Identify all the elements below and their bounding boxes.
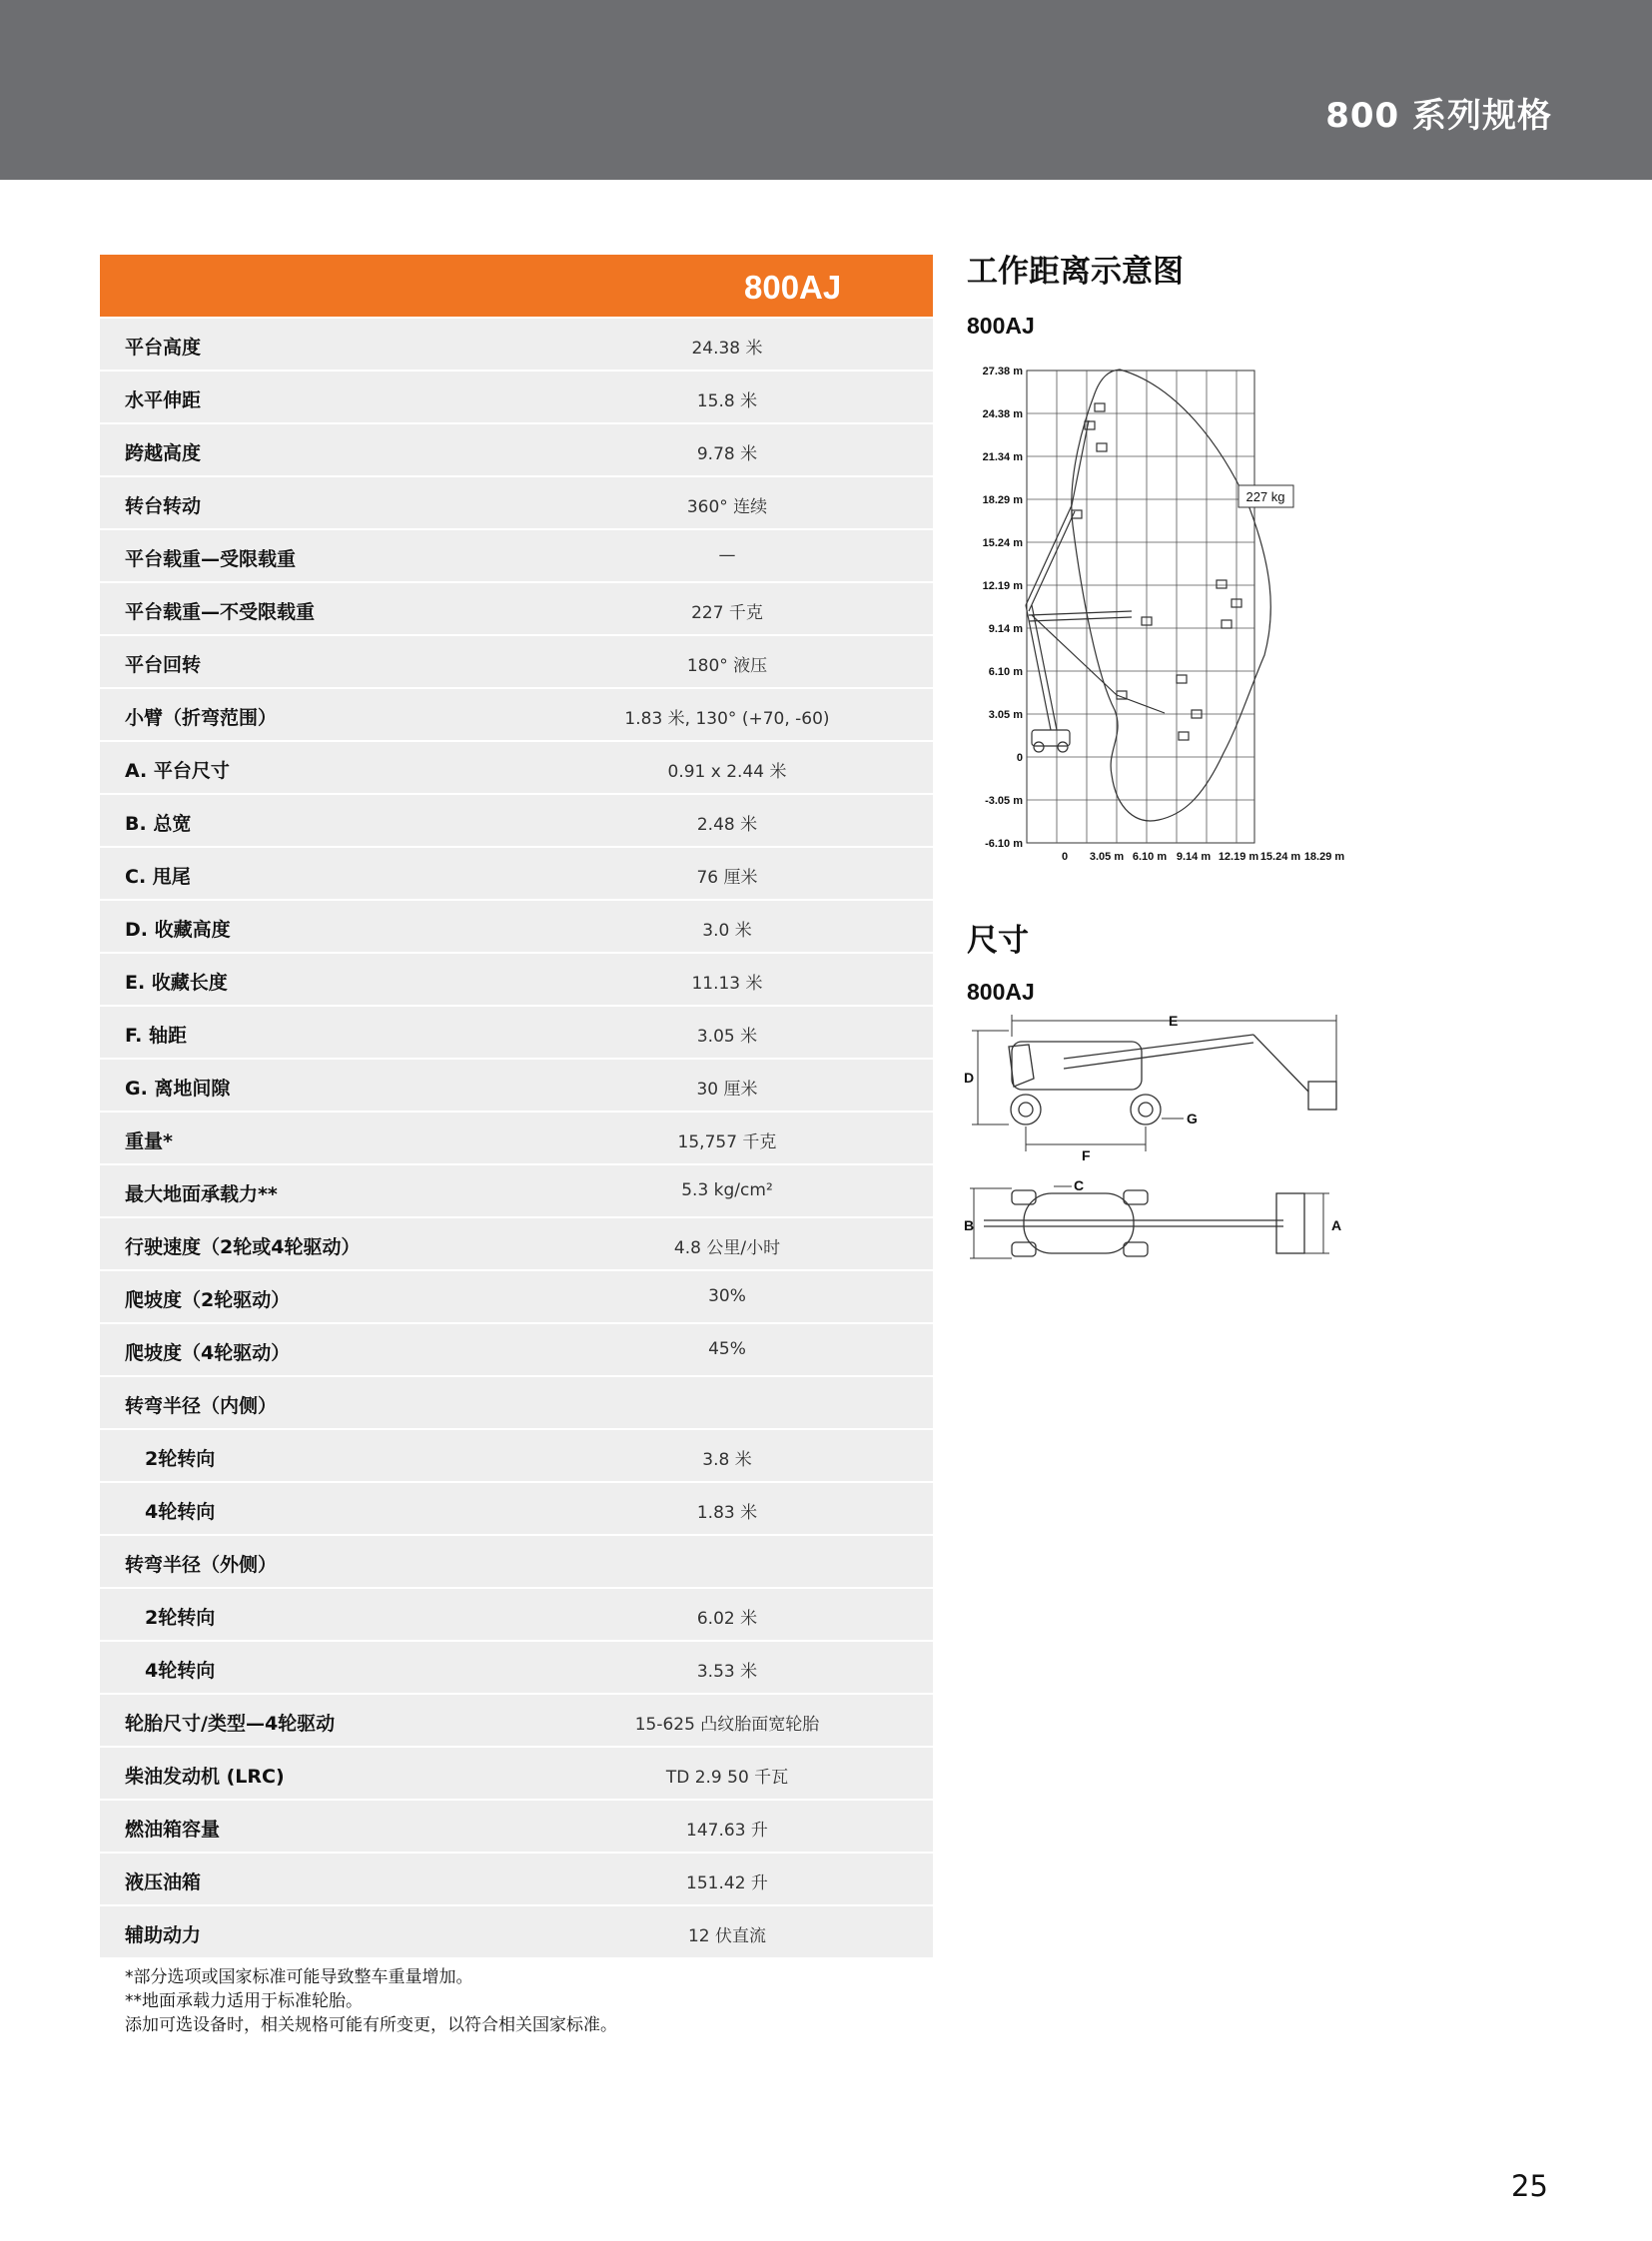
dim-letter-b: B xyxy=(964,1217,975,1233)
dim-letter-f: F xyxy=(1082,1147,1091,1163)
spec-label: E. 收藏长度 xyxy=(125,972,228,994)
y-tick-label: 21.34 m xyxy=(982,451,1023,463)
spec-value: 360° 连续 xyxy=(686,497,768,517)
spec-value: 0.91 x 2.44 米 xyxy=(667,762,787,782)
spec-label: D. 收藏高度 xyxy=(125,919,231,941)
x-tick-label: 6.10 m xyxy=(1132,851,1168,863)
dims-section-title: 尺寸 xyxy=(967,923,1029,959)
spec-row xyxy=(100,687,933,740)
spec-row xyxy=(100,1005,933,1058)
footnote-ground-load: **地面承载力适用于标准轮胎。 xyxy=(125,1991,363,2011)
spec-label: 2轮转向 xyxy=(145,1448,216,1470)
spec-value: 3.0 米 xyxy=(702,921,752,941)
spec-value: 227 千克 xyxy=(691,603,763,623)
spec-row xyxy=(100,1481,933,1534)
spec-label: 重量* xyxy=(125,1130,173,1152)
dims-model-label: 800AJ xyxy=(967,979,1035,1005)
spec-value: 11.13 米 xyxy=(691,974,763,994)
boom-upper xyxy=(1029,511,1075,611)
spec-value: 3.8 米 xyxy=(702,1450,752,1470)
spec-row xyxy=(100,1640,933,1693)
top-view-machine xyxy=(984,1190,1304,1256)
spec-row xyxy=(100,634,933,687)
spec-value: — xyxy=(718,545,736,565)
spec-row xyxy=(100,1375,933,1428)
y-tick-label: 24.38 m xyxy=(982,408,1023,420)
dim-letter-g: G xyxy=(1187,1111,1198,1126)
side-view-dimension-lines xyxy=(972,1015,1336,1151)
spec-value: 45% xyxy=(708,1339,746,1359)
spec-label: 小臂（折弯范围） xyxy=(125,707,278,729)
spec-row xyxy=(100,846,933,899)
spec-label: 最大地面承载力** xyxy=(125,1183,278,1205)
spec-label: 平台高度 xyxy=(125,337,202,359)
spec-row xyxy=(100,899,933,952)
spec-label: G. 离地间隙 xyxy=(125,1078,231,1100)
y-tick-label: 0 xyxy=(1016,752,1023,764)
spec-label: A. 平台尺寸 xyxy=(125,760,230,782)
spec-value: 1.83 米, 130° (+70, -60) xyxy=(624,709,830,729)
x-tick-label: 9.14 m xyxy=(1176,851,1212,863)
spec-table-header xyxy=(100,255,933,317)
spec-label: 爬坡度（4轮驱动） xyxy=(125,1342,291,1364)
dim-letter-e: E xyxy=(1169,1013,1179,1029)
top-view-diagram xyxy=(964,1178,1343,1268)
footnote-options: 添加可选设备时，相关规格可能有所变更，以符合相关国家标准。 xyxy=(125,2015,617,2035)
y-tick-label: 12.19 m xyxy=(982,580,1023,592)
x-tick-label: 15.24 m xyxy=(1259,851,1301,863)
spec-label: 液压油箱 xyxy=(125,1871,202,1893)
range-section-title: 工作距离示意图 xyxy=(967,254,1184,290)
boom-horizontal xyxy=(1029,617,1132,621)
spec-value: 3.05 米 xyxy=(696,1027,758,1047)
range-envelope xyxy=(1072,370,1271,821)
spec-value: 4.8 公里/小时 xyxy=(673,1238,781,1258)
spec-value: 2.48 米 xyxy=(696,815,758,835)
machine-boom-drawing xyxy=(1026,403,1241,752)
range-y-ticks xyxy=(983,366,1024,850)
x-tick-label: 3.05 m xyxy=(1089,851,1125,863)
boom-lower-reach xyxy=(1032,615,1117,695)
spec-label: 轮胎尺寸/类型—4轮驱动 xyxy=(125,1713,336,1735)
spec-row xyxy=(100,1269,933,1322)
spec-label: 辅助动力 xyxy=(125,1924,202,1946)
spec-label: 跨越高度 xyxy=(125,442,202,464)
spec-row xyxy=(100,581,933,634)
side-view-machine xyxy=(1009,1035,1336,1124)
spec-model-name: 800AJ xyxy=(744,269,842,306)
spec-label: C. 甩尾 xyxy=(125,866,191,888)
spec-value: 5.3 kg/cm² xyxy=(681,1180,773,1200)
boom-lower-reach xyxy=(1117,695,1165,713)
load-label: 227 kg xyxy=(1245,489,1285,504)
y-tick-label: 3.05 m xyxy=(988,709,1023,721)
spec-row xyxy=(100,1746,933,1799)
spec-row xyxy=(100,528,933,581)
grid-border xyxy=(1027,371,1254,843)
boom-main xyxy=(1032,605,1057,730)
x-tick-label: 18.29 m xyxy=(1303,851,1345,863)
platform-basket xyxy=(1179,732,1189,740)
spec-row xyxy=(100,317,933,370)
spec-label: 4轮转向 xyxy=(145,1501,216,1523)
x-tick-label: 12.19 m xyxy=(1218,851,1259,863)
spec-label: 转弯半径（内侧） xyxy=(125,1395,278,1417)
spec-value: 3.53 米 xyxy=(696,1662,758,1682)
working-range-chart xyxy=(967,356,1356,867)
spec-value: 15-625 凸纹胎面宽轮胎 xyxy=(634,1715,820,1735)
spec-value: 76 厘米 xyxy=(696,868,758,888)
spec-row xyxy=(100,740,933,793)
spec-label: B. 总宽 xyxy=(125,813,192,835)
spec-value: 180° 液压 xyxy=(686,656,768,676)
y-tick-label: 9.14 m xyxy=(988,623,1023,635)
spec-row xyxy=(100,1111,933,1163)
y-tick-label: 27.38 m xyxy=(982,366,1023,377)
spec-label: 4轮转向 xyxy=(145,1660,216,1682)
boom-upper-reach xyxy=(1072,420,1089,505)
spec-value: 147.63 升 xyxy=(686,1821,768,1841)
spec-value: 12 伏直流 xyxy=(687,1926,767,1946)
boom-main xyxy=(1026,605,1051,730)
spec-row xyxy=(100,1163,933,1216)
spec-label: 燃油箱容量 xyxy=(125,1819,221,1841)
spec-table xyxy=(100,255,933,1957)
spec-value: 30 厘米 xyxy=(696,1080,758,1100)
spec-row xyxy=(100,370,933,422)
spec-label: 转台转动 xyxy=(125,495,202,517)
platform-basket xyxy=(1177,675,1187,683)
footnote-weight: *部分选项或国家标准可能导致整车重量增加。 xyxy=(125,1967,473,1987)
platform-basket xyxy=(1217,580,1227,588)
spec-row xyxy=(100,1587,933,1640)
spec-value: TD 2.9 50 千瓦 xyxy=(665,1768,789,1788)
spec-label: F. 轴距 xyxy=(125,1025,188,1047)
header-title: 800 系列规格 xyxy=(1325,96,1552,136)
spec-label: 水平伸距 xyxy=(125,389,202,411)
side-view-diagram xyxy=(964,1007,1343,1166)
spec-label: 转弯半径（外侧） xyxy=(125,1554,278,1576)
spec-value: 24.38 米 xyxy=(691,339,763,359)
page-number: 25 xyxy=(1511,2169,1548,2203)
y-tick-label: -6.10 m xyxy=(985,838,1023,850)
dim-letter-a: A xyxy=(1331,1217,1342,1233)
spec-row xyxy=(100,1322,933,1375)
spec-row xyxy=(100,1852,933,1904)
spec-value: 1.83 米 xyxy=(696,1503,758,1523)
spec-label: 柴油发动机 (LRC) xyxy=(125,1766,285,1788)
dim-letter-c: C xyxy=(1074,1178,1085,1193)
spec-row xyxy=(100,475,933,528)
spec-row xyxy=(100,1799,933,1852)
machine-wheel xyxy=(1058,742,1068,752)
y-tick-label: 15.24 m xyxy=(982,537,1023,549)
spec-value: 15.8 米 xyxy=(696,391,758,411)
spec-row xyxy=(100,422,933,475)
spec-value: 6.02 米 xyxy=(696,1609,758,1629)
spec-row xyxy=(100,1216,933,1269)
spec-row xyxy=(100,1428,933,1481)
spec-row xyxy=(100,1058,933,1111)
spec-label: 2轮转向 xyxy=(145,1607,216,1629)
spec-label: 平台回转 xyxy=(125,654,202,676)
spec-row xyxy=(100,1693,933,1746)
spec-label: 爬坡度（2轮驱动） xyxy=(125,1289,291,1311)
range-model-label: 800AJ xyxy=(967,313,1035,339)
dim-letter-d: D xyxy=(964,1070,975,1086)
platform-basket xyxy=(1222,620,1232,628)
spec-row xyxy=(100,952,933,1005)
spec-value: 15,757 千克 xyxy=(677,1132,777,1152)
spec-value: 9.78 米 xyxy=(696,444,758,464)
y-tick-label: -3.05 m xyxy=(985,795,1023,807)
machine-wheel xyxy=(1034,742,1044,752)
platform-basket xyxy=(1085,421,1095,429)
platform-basket xyxy=(1095,403,1105,411)
spec-value: 30% xyxy=(708,1286,746,1306)
spec-row xyxy=(100,793,933,846)
boom-upper xyxy=(1026,505,1072,605)
boom-horizontal xyxy=(1029,611,1132,615)
y-tick-label: 18.29 m xyxy=(982,494,1023,506)
platform-basket xyxy=(1097,443,1107,451)
machine-chassis xyxy=(1032,730,1070,746)
spec-label: 行驶速度（2轮或4轮驱动） xyxy=(125,1236,361,1258)
footnotes xyxy=(125,1965,617,2037)
spec-value: 151.42 升 xyxy=(686,1873,768,1893)
spec-row xyxy=(100,1534,933,1587)
y-tick-label: 6.10 m xyxy=(988,666,1023,678)
range-x-ticks xyxy=(1062,851,1344,863)
spec-label: 平台载重—不受限载重 xyxy=(125,601,316,623)
spec-label: 平台载重—受限载重 xyxy=(125,548,297,570)
spec-row xyxy=(100,1904,933,1957)
x-tick-label: 0 xyxy=(1061,851,1069,863)
range-grid xyxy=(1027,371,1254,843)
